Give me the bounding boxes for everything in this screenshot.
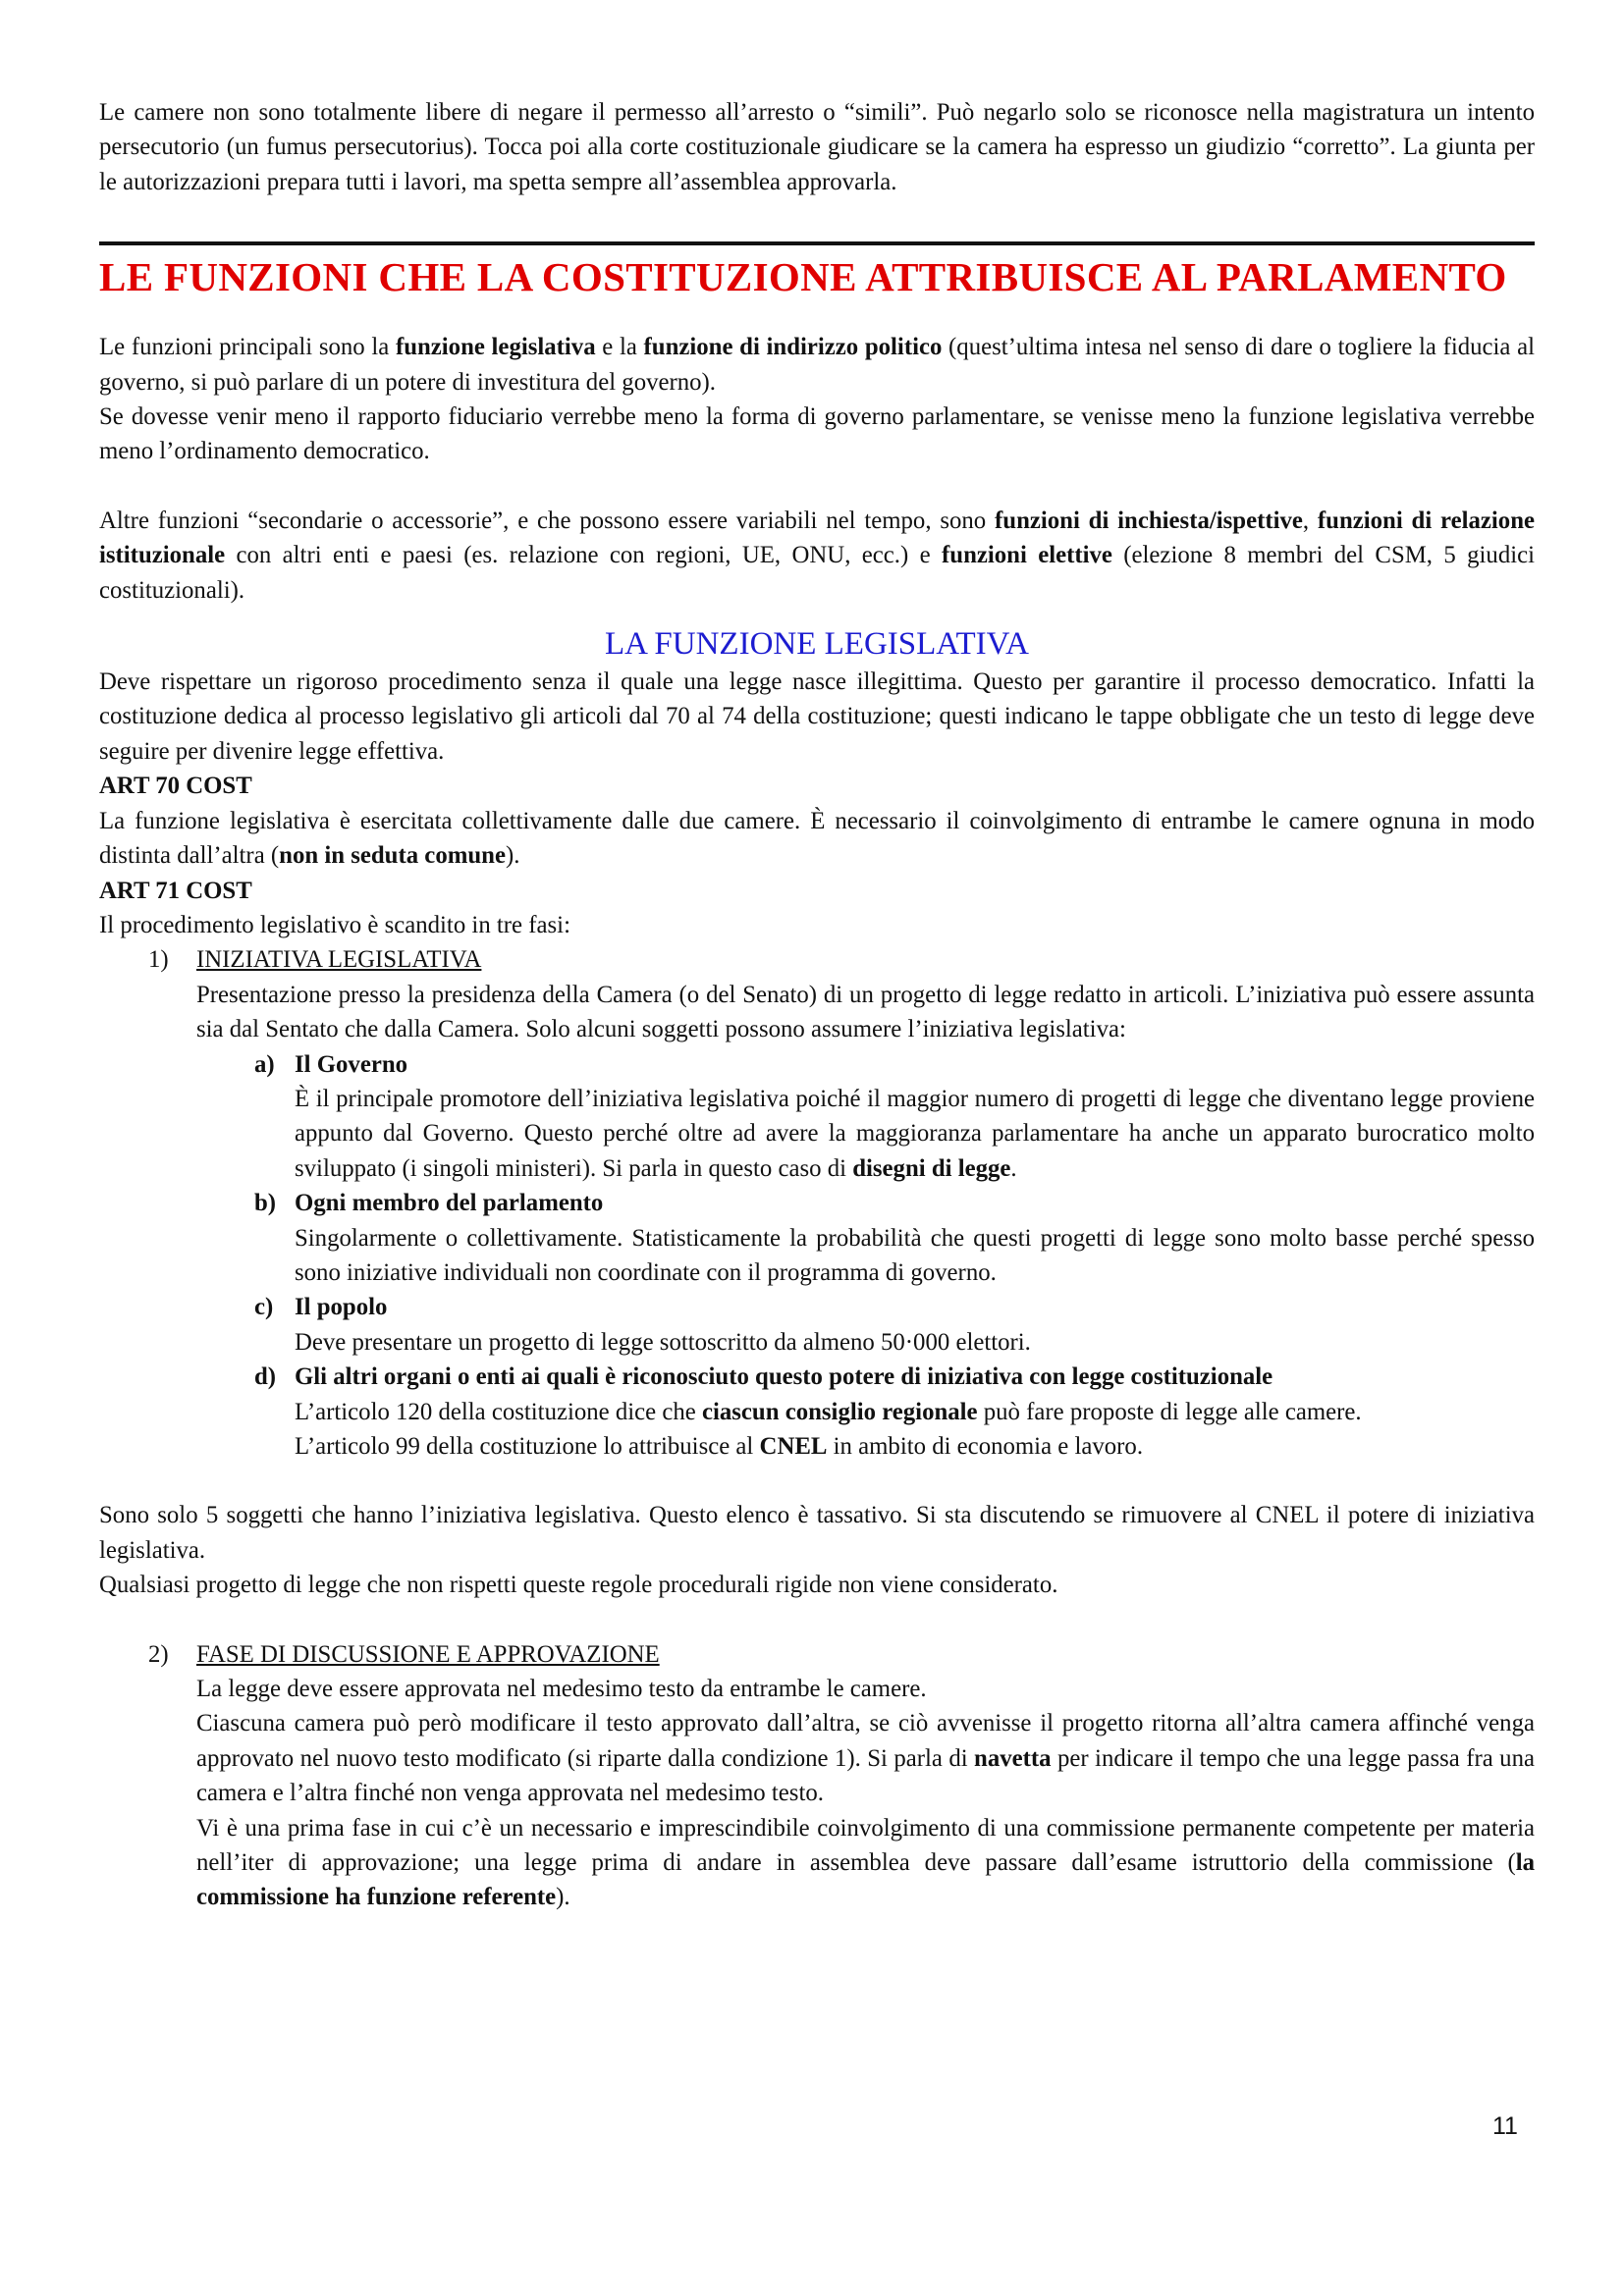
subject-d-text-1: L’articolo 120 della costituzione dice che ciascun consiglio regionale può fare proposte di legge alle camere. (295, 1398, 1362, 1425)
step2-text-3: Vi è una prima fase in cui c’è un necessario e imprescindibile coinvolgimento di una commissione permanente competente per materia nell’iter di approvazione; una legge prima di andare in assemblea deve passare dall’esame istruttorio della commissione (la commissione ha funzione referente). (196, 1814, 1535, 1911)
subject-b-text: Singolarmente o collettivamente. Statisticamente la probabilità che questi progetti di legge sono molto basse perché spesso sono iniziative individuali non coordinate con il programma di governo. (295, 1224, 1535, 1286)
step2-text-1: La legge deve essere approvata nel medesimo testo da entrambe le camere. (196, 1676, 927, 1703)
step1-title: INIZIATIVA LEGISLATIVA (196, 946, 482, 974)
paragraph-five-subjects: Sono solo 5 soggetti che hanno l’iniziativa legislativa. Questo elenco è tassativo. Si sta discutendo se rimuovere al CNEL il potere di iniziativa legislativa. (99, 1502, 1535, 1564)
step2-number: 2) (148, 1640, 169, 1668)
page-number: 11 (1492, 2112, 1518, 2140)
section-divider (99, 241, 1535, 245)
step1-text: Presentazione presso la presidenza della Camera (o del Senato) di un progetto di legge redatto in articoli. L’iniziativa può essere assunta sia dal Sentato che dalla Camera. Solo alcuni soggetti possono assumere l’iniziativa legislativa: (196, 981, 1535, 1043)
art71-text: Il procedimento legislativo è scandito in tre fasi: (99, 911, 570, 938)
term-institutional-relations: funzioni di relazione istituzionale (99, 507, 1536, 569)
list-item-subject-d: d) Gli altri organi o enti ai quali è riconosciuto questo potere di iniziativa con legge costituzionale L’articolo 120 della costituzione dice che ciascun consiglio regionale può fare proposte di legge alle camere. L’articolo 99 della costituzione lo attribuisce al CNEL in ambito di economia e lavoro. (99, 1360, 1535, 1464)
list-item-step1 (99, 942, 1535, 1046)
list-item-subject-b: b) Ogni membro del parlamento Singolarmente o collettivamente. Statisticamente la probabilità che questi progetti di legge sono molto basse perché spesso sono iniziative individuali non coordinate con il programma di governo. (99, 1186, 1535, 1290)
list-item-step2 (99, 1637, 1535, 1915)
intro-paragraph: Le camere non sono totalmente libere di negare il permesso all’arresto o “simili”. Può negarlo solo se riconosce nella magistratura un intento persecutorio (un fumus persecutorius). Tocca poi alla corte costituzionale giudicare se la camera ha espresso un giudizio “corretto”. La giunta per le autorizzazioni prepara tutti i lavori, ma spetta sempre all’assemblea approvarla. (99, 99, 1535, 195)
term-political-direction: funzione di indirizzo politico (643, 334, 943, 361)
document-page (99, 95, 1535, 1915)
paragraph-secondary-functions: Altre funzioni “secondarie o accessorie”, e che possono essere variabili nel tempo, sono funzioni di inchiesta/ispettive, funzioni di relazione istituzionale con altri enti e paesi (es. relazione con regioni, UE, ONU, ecc.) e funzioni elettive (elezione 8 membri del CSM, 5 giudici costituzionali). (99, 507, 1536, 604)
section-title: LE FUNZIONI CHE LA COSTITUZIONE ATTRIBUISCE AL PARLAMENTO (99, 254, 1507, 300)
subject-d-text-2: L’articolo 99 della costituzione lo attribuisce al CNEL in ambito di economia e lavoro. (295, 1433, 1144, 1460)
subject-a-title: Il Governo (295, 1050, 408, 1078)
step2-text-2: Ciascuna camera può però modificare il testo approvato dall’altra, se ciò avvenisse il progetto ritorna all’altra camera affinché venga approvato nel nuovo testo modificato (si riparte dalla condizione 1). Si parla di navetta per indicare il tempo che una legge passa fra una camera e l’altra finché non venga approvata nel medesimo testo. (196, 1710, 1535, 1807)
subsection-title: LA FUNZIONE LEGISLATIVA (604, 626, 1030, 663)
step2-title: FASE DI DISCUSSIONE E APPROVAZIONE (196, 1640, 660, 1668)
subject-b-title: Ogni membro del parlamento (295, 1190, 604, 1217)
paragraph-fiduciary: Se dovesse venir meno il rapporto fiduciario verrebbe meno la forma di governo parlamentare, se venisse meno la funzione legislativa verrebbe meno l’ordinamento democratico. (99, 403, 1535, 465)
term-legislative-function: funzione legislativa (395, 334, 596, 361)
subject-a-text: È il principale promotore dell’iniziativa legislativa poiché il maggior numero di progetti di legge che diventano legge proviene appunto dal Governo. Questo perché oltre ad avere la maggioranza parlamentare ha anche un apparato burocratico molto sviluppato (i singoli ministeri). Si parla in questo caso di disegni di legge. (295, 1085, 1535, 1182)
step1-number: 1) (148, 946, 169, 974)
term-inquiry-functions: funzioni di inchiesta/ispettive (995, 507, 1303, 534)
art70-text: La funzione legislativa è esercitata collettivamente dalle due camere. È necessario il coinvolgimento di entrambe le camere ognuna in modo distinta dall’altra (non in seduta comune). (99, 807, 1535, 870)
subject-d-title: Gli altri organi o enti ai quali è riconosciuto questo potere di iniziativa con legge costituzionale (295, 1363, 1273, 1391)
art70-heading: ART 70 COST (99, 773, 252, 800)
term-elective-functions: funzioni elettive (942, 542, 1112, 569)
art71-heading: ART 71 COST (99, 877, 252, 904)
list-item-subject-a: a) Il Governo È il principale promotore dell’iniziativa legislativa poiché il maggior numero di progetti di legge che diventano legge proviene appunto dal Governo. Questo perché oltre ad avere la maggioranza parlamentare ha anche un apparato burocratico molto sviluppato (i singoli ministeri). Si parla in questo caso di disegni di legge. (99, 1047, 1535, 1187)
list-item-subject-c: c) Il popolo Deve presentare un progetto di legge sottoscritto da almeno 50·000 elettori. (99, 1290, 1535, 1360)
subject-c-title: Il popolo (295, 1294, 388, 1321)
paragraph-main-functions: Le funzioni principali sono la funzione legislativa e la funzione di indirizzo politico (quest’ultima intesa nel senso di dare o togliere la fiducia al governo, si può parlare di un potere di investitura del governo). (99, 334, 1535, 396)
subject-c-text: Deve presentare un progetto di legge sottoscritto da almeno 50·000 elettori. (295, 1328, 1031, 1356)
paragraph-rules: Qualsiasi progetto di legge che non rispetti queste regole procedurali rigide non viene considerato. (99, 1572, 1058, 1599)
paragraph-procedure: Deve rispettare un rigoroso procedimento senza il quale una legge nasce illegittima. Questo per garantire il processo democratico. Infatti la costituzione dedica al processo legislativo gli articoli dal 70 al 74 della costituzione; questi indicano le tappe obbligate che un testo di legge deve seguire per divenire legge effettiva. (99, 668, 1535, 765)
